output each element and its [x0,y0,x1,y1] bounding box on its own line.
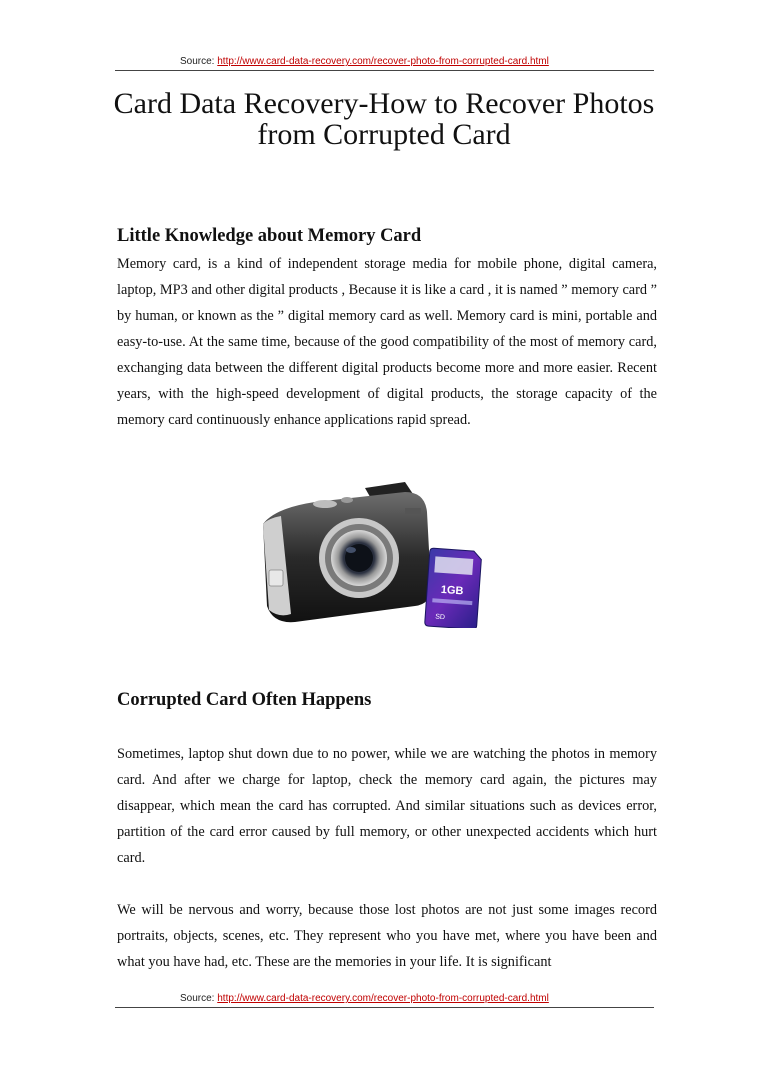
camera-icon [263,482,431,622]
section-heading-memory-card: Little Knowledge about Memory Card [117,226,422,246]
footer-rule [115,1007,654,1008]
header-source [180,56,549,67]
camera-and-sd-card-photo [255,478,495,628]
header-source-link[interactable]: http://www.card-data-recovery.com/recover-photo-from-corrupted-card.html [217,56,549,67]
header-source-label: Source: [180,56,215,67]
section-heading-corrupted-card: Corrupted Card Often Happens [117,690,372,710]
header-rule [115,70,654,71]
footer-source [180,993,549,1004]
page-title: Card Data Recovery-How to Recover Photos from Corrupted Card [113,87,655,151]
sd-card-icon [425,548,482,628]
footer-source-link[interactable]: http://www.card-data-recovery.com/recover-photo-from-corrupted-card.html [217,993,549,1004]
svg-text:SD: SD [434,613,446,622]
paragraph-memory-card: Memory card, is a kind of independent storage media for mobile phone, digital camera, laptop, MP3 and other digital products , Because it is like a card , it is named ” memory card ” by human, or known as the ” digital memory card as well. Memory card is mini, portable and easy-to-use. At the same time, because of the good compatibility of the most of memory card, exchanging data between the different digital products become more and more easier. Recent years, with the high-speed development of digital products, the storage capacity of the memory card continuously enhance applications rapid spread. [117,256,657,428]
paragraph-corrupted-card-2: We will be nervous and worry, because those lost photos are not just some images record portraits, objects, scenes, etc. They represent who you have met, where you have been and what you have had, etc. These are the memories in your life. It is significant [117,902,657,970]
paragraph-corrupted-card-1: Sometimes, laptop shut down due to no power, while we are watching the photos in memory card. And after we charge for laptop, check the memory card again, the pictures may disappear, which mean the card has corrupted. And similar situations such as devices error, partition of the card error caused by full memory, or other unexpected accidents which hurt card. [117,746,657,866]
sd-card-capacity: 1GB [440,583,464,598]
footer-source-label: Source: [180,993,215,1004]
